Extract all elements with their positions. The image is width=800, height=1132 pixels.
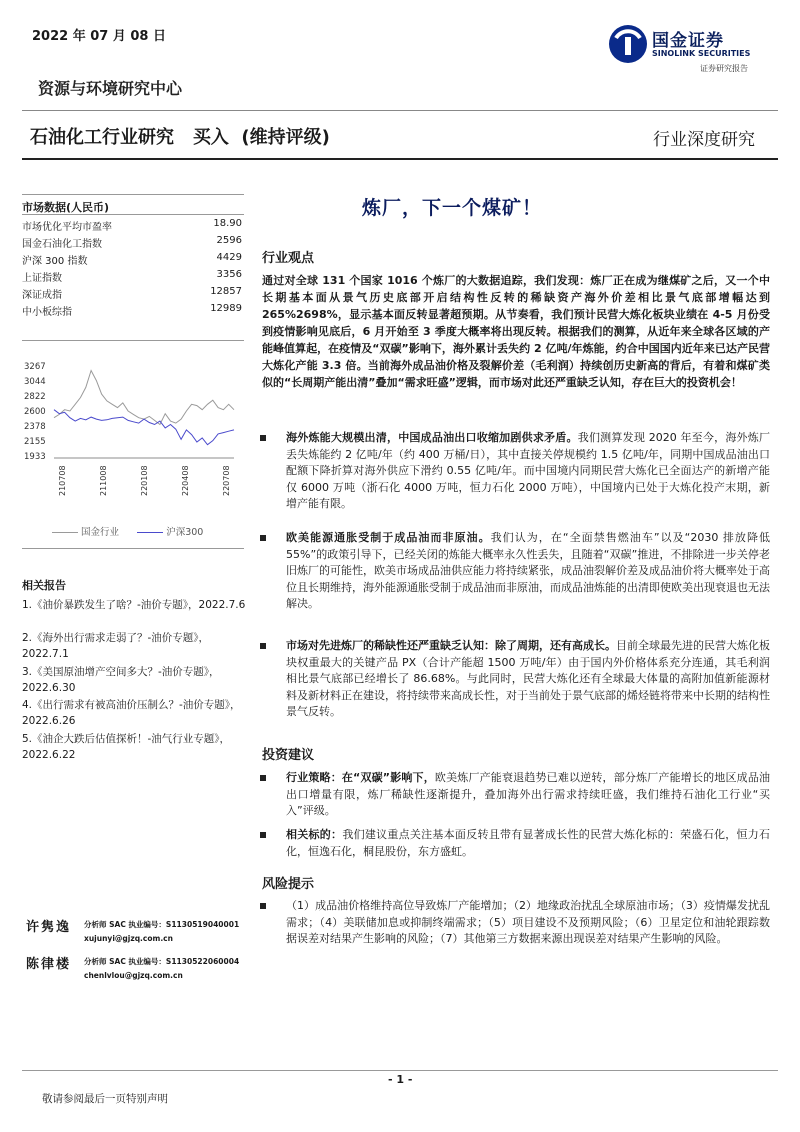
market-value: 12989 — [210, 303, 242, 314]
view-paragraph: 通过对全球 131 个国家 1016 个炼厂的大数据追踪，我们发现：炼厂正在成为继煤矿之后，又一个中长期基本面从景气历史底部开启结构性反转的稀缺资产海外价差相比景气底部增幅达到 265%2698%，显示基本面反转显著超预期。从节奏看，我们预计民营大炼化板块业绩在 4-5 月份受到疫情影响见底后，6 月开始至 3 季度大概率将出现反转。根据我们的测算，从近年来全球各区域的产能峰值算起，在疫情及“双碳”影响下，海外累计丢失约 2 亿吨/年炼能，约合中国国内近年来已达产民营大炼化产能 3.3 倍。当前海外成品油价格及裂解价差（毛利润）持续创历史新高的背后，有着和煤矿类似的“长周期产能出清”叠加“需求旺盛”逻辑，而市场对此还严重缺乏认知，存在巨大的投资机会！ — [262, 274, 770, 389]
market-data-title: 市场数据(人民币) — [22, 201, 110, 214]
section-heading: 风险提示 — [262, 877, 315, 892]
bullet-item — [260, 430, 770, 513]
legend-swatch-hs300 — [137, 532, 163, 533]
related-report-link[interactable]: 4.《出行需求有被高油价压制么？-油价专题》，2022.6.26 — [22, 699, 241, 727]
report-date: 2022 年 07 月 08 日 — [32, 29, 166, 44]
chart-legend — [52, 524, 203, 538]
bullet-text: 我们测算发现 2020 年至今，海外炼厂丢失炼能约 2 亿吨/年（约 400 万桶/日），其中直接关停规模约 1.5 亿吨/年，同期中国成品油出口配额下降折算对海外供应下滑约 0.55 亿吨/年。而中国境内同期民营大炼化已全面达产的新增产能仅 6000 万吨（浙石化 4000 万吨，恒力石化 2000 万吨），中国境内已处于大炼化投产末期，新增产能有限。 — [286, 431, 770, 510]
bullet-item — [260, 827, 770, 860]
market-label: 上证指数 — [22, 273, 62, 284]
market-value: 12857 — [210, 286, 242, 297]
title-divider — [22, 158, 778, 160]
brand-en: SINOLINK SECURITIES — [652, 49, 751, 58]
page-number: - 1 - — [388, 1073, 413, 1086]
sidebar-top-rule — [22, 194, 244, 195]
footer-divider — [22, 1070, 778, 1071]
author-cert: 分析师 SAC 执业编号：S1130519040001 — [84, 920, 240, 929]
bullet-square-icon — [260, 643, 266, 649]
author-email[interactable]: xujunyi@gjzq.com.cn — [84, 934, 173, 943]
y-tick-label: 2378 — [24, 421, 46, 432]
market-value: 2596 — [216, 235, 242, 246]
research-center: 资源与环境研究中心 — [38, 79, 183, 98]
y-tick-label: 2155 — [24, 437, 46, 448]
chart-bottom-rule — [22, 548, 244, 549]
bullet-text: 我们建议重点关注基本面反转且带有显著成长性的民营大炼化标的：荣盛石化，恒力石化，恒逸石化，桐昆股份，东方盛虹。 — [286, 828, 771, 858]
chart-svg — [22, 360, 244, 540]
sinolink-logo-icon — [608, 24, 648, 64]
market-label: 中小板综指 — [22, 307, 72, 318]
market-row — [22, 269, 244, 286]
market-label: 深证成指 — [22, 290, 62, 301]
header-divider — [22, 110, 778, 111]
market-label: 国金石油化工指数 — [22, 239, 102, 250]
bullet-square-icon — [260, 775, 266, 781]
industry-title-line — [30, 123, 330, 149]
x-tick-label: 220108 — [140, 465, 149, 496]
legend-label-hs300: 沪深300 — [166, 527, 204, 538]
y-tick-label: 3267 — [24, 362, 46, 372]
author-info — [84, 918, 239, 946]
market-label: 市场优化平均市盈率 — [22, 222, 112, 233]
industry-title: 石油化工行业研究 — [30, 127, 174, 148]
y-tick-label: 3044 — [24, 377, 46, 388]
rating: 买入 — [192, 127, 229, 148]
x-tick-label: 220708 — [222, 465, 231, 496]
bullet-text: 我们认为，在“全面禁售燃油车”以及“2030 排放降低 55%”的政策引导下，已经关闭的炼能大概率永久性丢失，且随着“双碳”推进，不排除进一步关停老旧炼厂的可能性，欧美市场成品油供应能力将持续紧张，成品油裂解价差及成品油价将大概率处于高位且长期维持，海外能源通胀受制于成品油而非原油，而成品油炼能的出清即使欧美出现衰退也无法解决。 — [286, 531, 771, 610]
author-name: 陈律楼 — [26, 957, 72, 972]
bullet-item — [260, 530, 770, 613]
author-email[interactable]: chenlvlou@gjzq.com.cn — [84, 971, 183, 980]
author-cert: 分析师 SAC 执业编号：S1130522060004 — [84, 957, 240, 966]
related-report-link[interactable]: 3.《美国原油增产空间多大？-油价专题》，2022.6.30 — [22, 666, 220, 694]
bullet-lead: 欧美能源通胀受制于成品油而非原油。 — [286, 531, 491, 544]
legend-swatch-industry — [52, 532, 78, 533]
related-reports-title: 相关报告 — [22, 579, 66, 592]
footer-disclaimer: 敬请参阅最后一页特别声明 — [42, 1093, 168, 1105]
bullet-lead: 相关标的： — [286, 828, 343, 841]
y-tick-label: 2822 — [24, 392, 46, 403]
x-tick-label: 210708 — [58, 465, 67, 496]
main-title: 炼厂，下一个煤矿！ — [362, 197, 543, 219]
bullet-square-icon — [260, 435, 266, 441]
x-tick-label: 211008 — [99, 465, 108, 496]
market-value: 4429 — [216, 252, 242, 263]
related-report-link[interactable]: 1.《油价暴跌发生了啥？-油价专题》，2022.7.6 — [22, 599, 246, 611]
market-row — [22, 252, 244, 269]
market-title-rule — [22, 214, 244, 215]
series-line-hs300 — [54, 410, 234, 445]
series-line-industry — [54, 371, 234, 425]
bullet-square-icon — [260, 832, 266, 838]
author-name: 许隽逸 — [26, 920, 72, 935]
market-row — [22, 303, 244, 320]
market-row — [22, 218, 244, 235]
legend-label-industry: 国金行业 — [81, 527, 120, 538]
x-tick-label: 220408 — [181, 465, 190, 496]
report-type: 行业深度研究 — [653, 130, 755, 150]
market-bottom-rule — [22, 340, 244, 341]
related-report-link[interactable]: 2.《海外出行需求走弱了？-油价专题》，2022.7.1 — [22, 632, 210, 660]
bullet-lead: 行业策略：在“双碳”影响下， — [286, 771, 435, 784]
related-report-link[interactable]: 5.《油企大跌后估值探析！-油气行业专题》，2022.6.22 — [22, 733, 231, 761]
bullet-lead: 海外炼能大规模出清，中国成品油出口收缩加剧供求矛盾。 — [286, 431, 578, 444]
y-tick-label: 1933 — [24, 452, 46, 462]
bullet-item — [260, 770, 770, 820]
bullet-item — [260, 638, 770, 721]
market-label: 沪深 300 指数 — [22, 256, 88, 267]
bullet-text: 目前全球最先进的民营大炼化板块权重最大的关键产品 PX（合计产能超 1500 万吨/年）由于国内外价格体系充分连通，其毛利润相比景气底部已经增长了 86.68%。与此同时，民营大炼化还有全球最大体量的高附加值新能源材料及新材料正在建设，将持续带来高成长性，对于当前处于景气底部的烯烃链将带来中长期的结构性景气反转。 — [286, 639, 770, 718]
index-line-chart — [22, 360, 244, 540]
bullet-text: （1）成品油价格维持高位导致炼厂产能增加；（2）地缘政治扰乱全球原油市场；（3）疫情爆发扰乱需求；（4）美联储加息或抑制终端需求；（5）项目建设不及预期风险；（6）卫星定位和油轮跟踪数据误差对结果产生影响的风险；（7）其他第三方数据来源出现误差对结果产生影响的风险。 — [286, 899, 770, 945]
bullet-item — [260, 898, 770, 948]
brand-name: 国金证券 — [652, 31, 724, 51]
rating-note: (维持评级) — [241, 127, 330, 148]
market-value: 3356 — [216, 269, 242, 280]
report-tag: 证券研究报告 — [700, 64, 748, 73]
section-heading: 行业观点 — [262, 251, 315, 266]
bullet-square-icon — [260, 903, 266, 909]
y-tick-label: 2600 — [24, 407, 46, 417]
bullet-lead: 市场对先进炼厂的稀缺性还严重缺乏认知：除了周期，还有高成长。 — [286, 639, 616, 652]
market-row — [22, 235, 244, 252]
section-heading: 投资建议 — [262, 748, 315, 763]
bullet-square-icon — [260, 535, 266, 541]
market-row — [22, 286, 244, 303]
market-value: 18.90 — [213, 218, 242, 229]
author-info — [84, 955, 239, 983]
bullet-text: 欧美炼厂产能衰退趋势已难以逆转，部分炼厂产能增长的地区成品油出口增量有限，炼厂稀缺性逐渐提升，叠加海外出行需求持续旺盛，我们维持石油化工行业“买入”评级。 — [286, 771, 770, 817]
